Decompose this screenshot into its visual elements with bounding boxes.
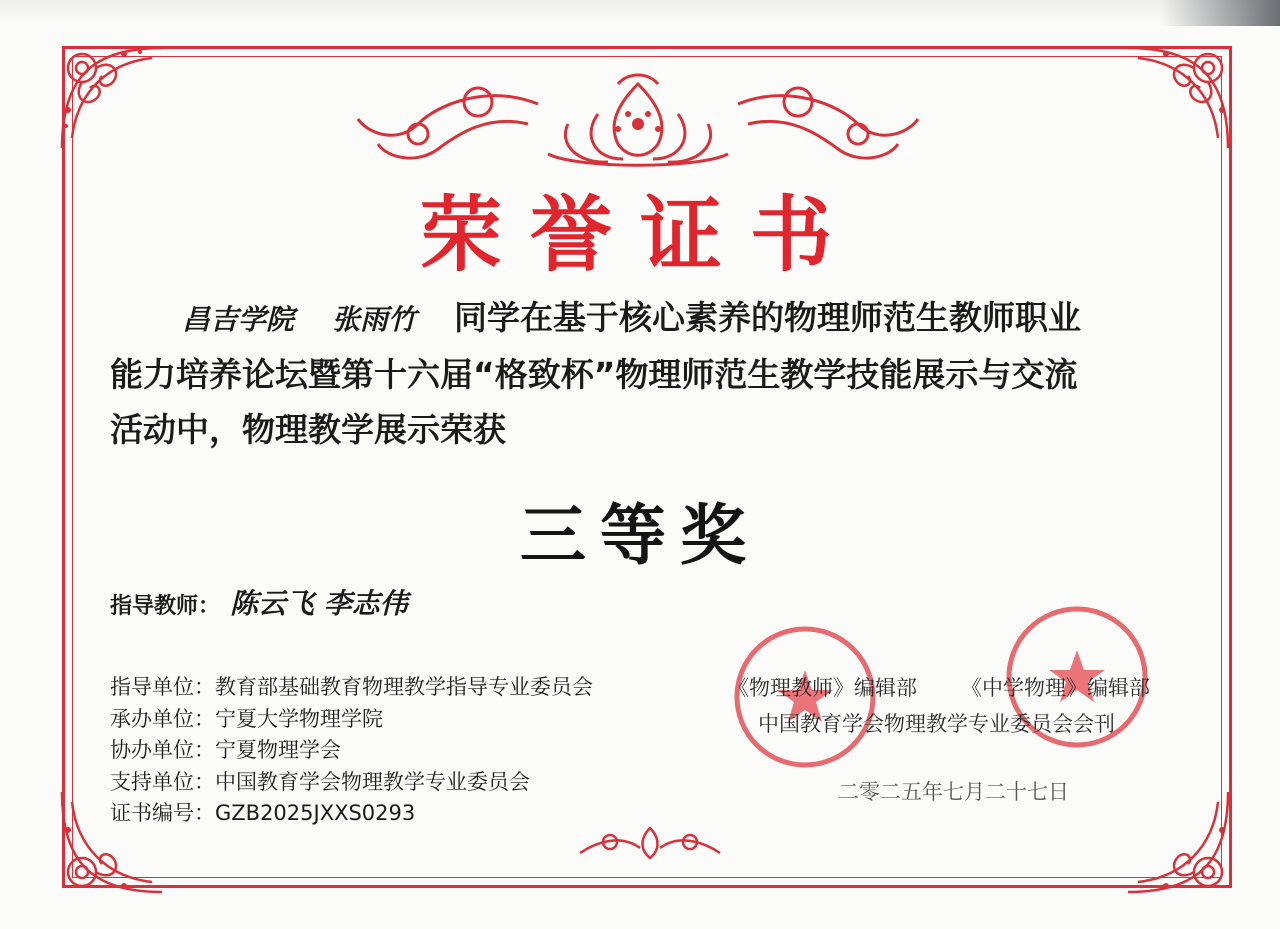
award-level: 三等奖 [520,496,760,574]
issuer-block [728,672,1208,806]
certificate-number-row [110,798,593,830]
issue-date: 二零二五年七月二十七日 [838,780,1069,804]
mentor-label: 指导教师： [110,594,221,619]
association-name: 中国教育学会物理教学专业委员会会刊 [758,712,1115,736]
student-name: 张雨竹 [332,303,417,336]
org-label: 承办单位： [110,706,215,731]
magazine-line [728,672,1208,702]
org-row [110,735,593,767]
corner-ornament-icon [52,38,172,158]
org-row [110,672,593,704]
org-value: 宁夏物理学会 [215,738,341,762]
magazine-2: 《中学物理》编辑部 [961,676,1150,700]
body-line-2: 能力培养论坛暨第十六届“格致杯”物理师范生教学技能展示与交流 [110,355,1078,394]
org-label: 指导单位： [110,675,215,699]
lotus-ornament-icon [328,64,948,174]
org-label: 协办单位： [110,738,215,762]
body-line-1: 同学在基于核心素养的物理师范生教师职业 [454,298,1082,337]
bottom-ornament-icon [570,818,730,868]
organization-list [110,672,593,830]
org-value: 中国教育学会物理教学专业委员会 [215,769,530,794]
certificate-body [110,290,1200,457]
org-value: 教育部基础教育物理教学指导专业委员会 [215,675,593,699]
scan-shadow-corner [1160,0,1280,26]
scan-shadow [0,0,1280,24]
mentor-line [110,582,408,622]
org-label: 支持单位： [110,769,215,794]
school-name: 昌吉学院 [182,303,295,336]
magazine-1: 《物理教师》编辑部 [728,676,917,700]
mentor-names: 陈云飞 李志伟 [230,587,408,620]
corner-ornament-icon [1118,38,1238,158]
org-value: 宁夏大学物理学院 [215,706,383,731]
org-row [110,767,593,799]
org-row [110,704,593,736]
org-label: 证书编号： [110,801,215,825]
certificate-title: 荣誉证书 [419,187,860,283]
body-line-3: 活动中，物理教学展示荣获 [110,410,506,449]
certificate-number: GZB2025JXXS0293 [215,801,416,825]
